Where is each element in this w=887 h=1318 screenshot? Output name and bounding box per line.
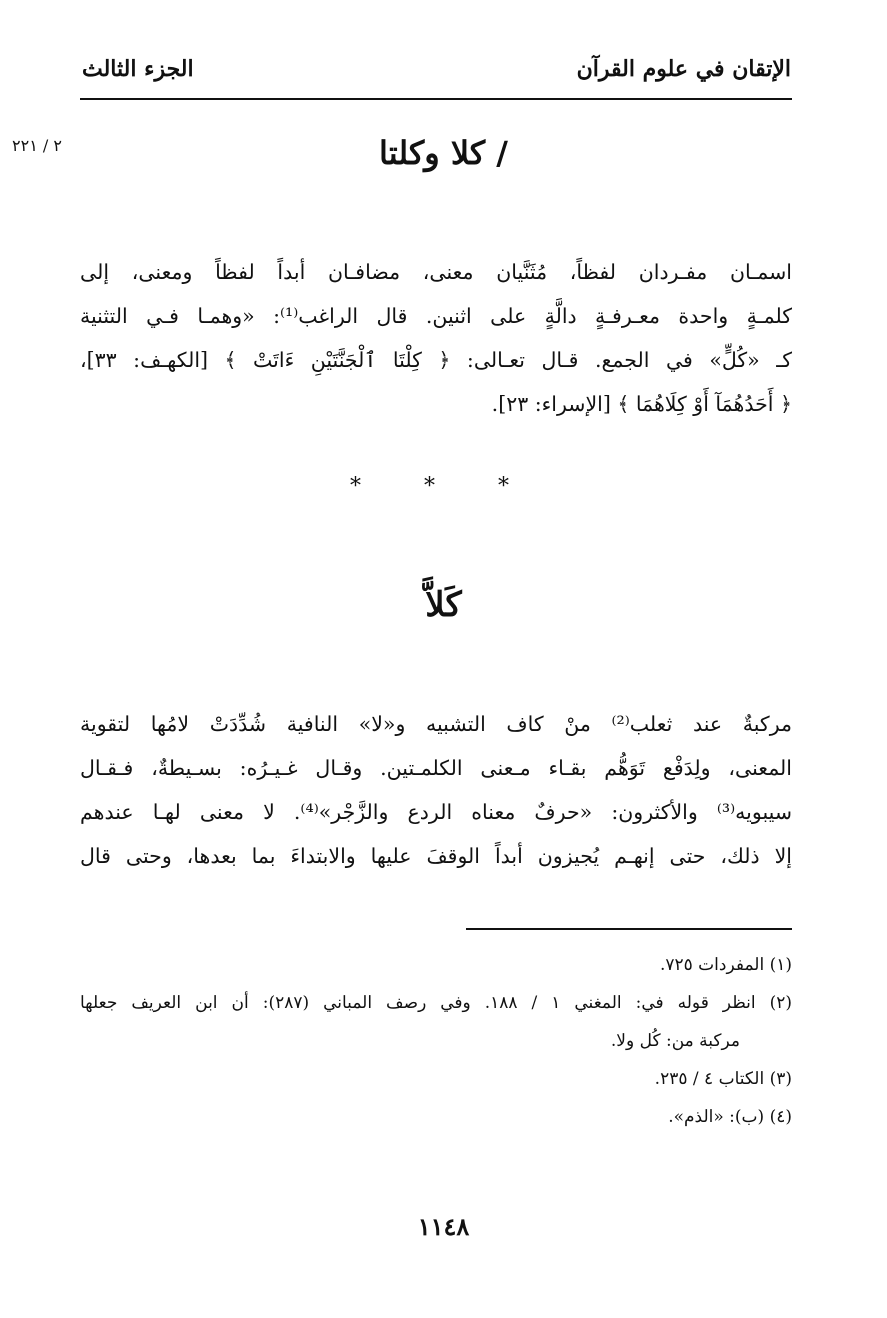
header-rule [80,98,792,100]
body-line: المعنى، ولِدَفْع تَوَهُّم بقـاء مـعنى الكلمـتين. وقـال غـيـرُه: بسـيطةٌ، فـقـال [80,756,792,780]
footnote: (٤) (ب): «الذم». [668,1107,792,1127]
section-title-kila-wa-kilta: / كلا وكلتا [379,134,508,172]
body-line: إلا ذلك، حتى إنهـم يُجيزون أبداً الوقفَ عليها والابتداءَ بما بعدها، وحتى قال [80,844,792,868]
footnote: (٢) انظر قوله في: المغني ١ / ١٨٨. وفي رصف المباني (٢٨٧): أن ابن العريف جعلها [80,993,792,1013]
section-separator: * * * [350,474,537,499]
body-line: مركبةٌ عند ثعلب⁽²⁾ منْ كاف التشبيه و«لا» النافية شُدِّدَتْ لامُها لتقوية [80,712,792,736]
footnote: (١) المفردات ٧٢٥. [659,955,792,975]
margin-reference: ٢ / ٢٢١ [12,136,62,155]
footnote-rule [466,928,792,930]
body-line: كـ «كُلٍّ» في الجمع. قـال تعـالى: ﴿ كِلْتَا ٱلْجَنَّتَيْنِ ءَاتَتْ ﴾ [الكهـف: ٣٣]، [80,348,792,372]
section-body-kalla [80,702,792,878]
body-line: ﴿ أَحَدُهُمَآ أَوْ كِلَاهُمَا ﴾ [الإسراء: ٢٣]. [491,392,792,416]
footnotes [80,946,792,1136]
footnote-continuation: مركبة من: كُل ولا. [610,1031,740,1051]
section-title-kalla: كَلاَّ [425,585,462,625]
body-line: كلمـةٍ واحدة معـرفـةٍ دالَّةٍ على اثنين. قال الراغب⁽¹⁾: «وهمـا فـي التثنية [80,304,792,328]
body-line: اسمـان مفـردان لفظاً، مُثَنَّيان معنى، مضافـان أبداً لفظاً ومعنى، إلى [80,260,792,284]
body-line: سيبويه⁽³⁾ والأكثرون: «حرفٌ معناه الردع والزَّجْر»⁽⁴⁾. لا معنى لهـا عندهم [80,800,792,824]
running-header-book-title: الإتقان في علوم القرآن [576,56,791,82]
footnote: (٣) الكتاب ٤ / ٢٣٥. [654,1069,792,1089]
section-body-kila-wa-kilta [80,250,792,426]
running-header-part: الجزء الثالث [82,56,194,82]
page-number: ١١٤٨ [417,1212,470,1241]
